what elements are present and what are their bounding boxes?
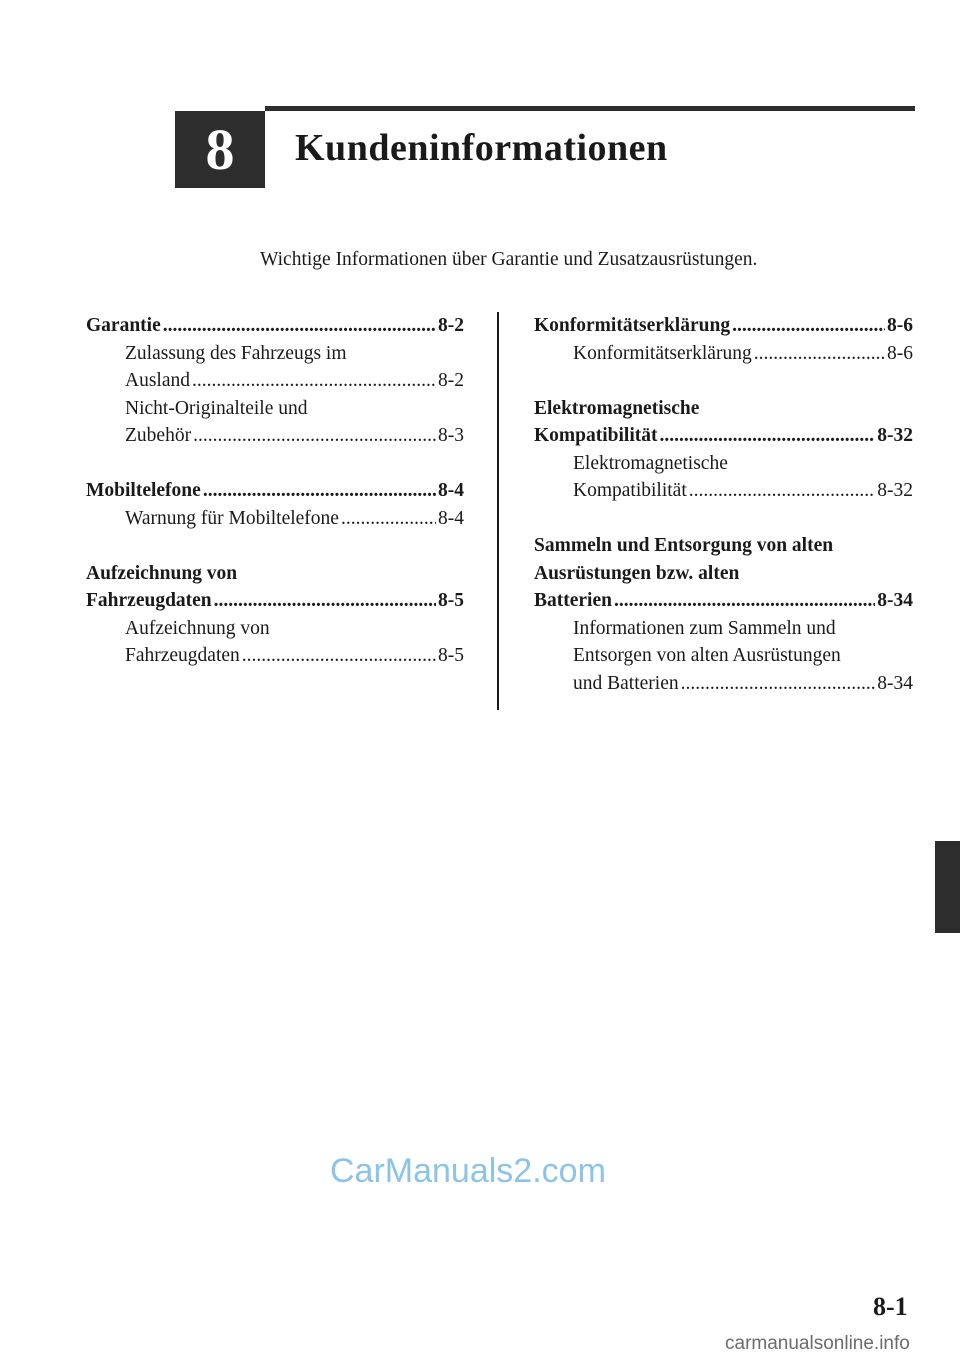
toc-group <box>534 312 913 367</box>
toc-entry-title: Garantie <box>86 315 161 336</box>
toc-group <box>86 477 464 532</box>
toc-entry-title: Kompatibilität <box>573 480 687 501</box>
toc-heading-line: Aufzeichnung von <box>86 562 238 584</box>
toc-leader-dots <box>732 312 885 340</box>
toc-entry-title: Konformitätserklärung <box>534 315 731 336</box>
toc-leader-dots <box>203 477 436 505</box>
toc-heading-entry[interactable] <box>534 312 913 340</box>
toc-page-ref: 8-32 <box>877 480 913 501</box>
column-divider <box>497 312 499 710</box>
toc-page-ref: 8-2 <box>438 370 464 391</box>
toc-leader-dots <box>660 422 876 450</box>
toc-entry-title: Konformitätserklärung <box>573 342 752 364</box>
toc-heading-line: Elektromagnetische <box>534 397 700 419</box>
toc-leader-dots <box>163 312 436 340</box>
watermark: CarManuals2.com <box>330 1152 606 1190</box>
toc-page-ref: 8-4 <box>438 507 464 529</box>
toc-leader-dots <box>192 367 436 395</box>
toc-entry-title: und Batterien <box>573 672 679 694</box>
chapter-number-box <box>175 111 265 188</box>
toc-subentry-block <box>86 505 464 533</box>
toc-subentry[interactable] <box>125 422 464 450</box>
toc-group <box>86 560 464 670</box>
chapter-subtitle: Wichtige Informationen über Garantie und Zusatzausrüstungen. <box>260 249 758 270</box>
toc-subentry-line: Aufzeichnung von <box>125 617 270 639</box>
toc-subentry[interactable] <box>573 340 913 368</box>
toc-entry-title: Batterien <box>534 590 612 611</box>
chapter-number: 8 <box>205 117 235 182</box>
toc-subentry-block <box>534 340 913 368</box>
toc-heading-entry[interactable] <box>86 587 464 615</box>
toc-entry-title: Mobiltelefone <box>86 480 201 501</box>
toc-right-column <box>534 312 913 725</box>
toc-subentry[interactable] <box>573 670 913 698</box>
toc-subentry-line: Nicht-Originalteile und <box>125 397 308 419</box>
toc-heading-entry[interactable] <box>86 312 464 340</box>
toc-leader-dots <box>341 505 436 533</box>
toc-leader-dots <box>754 340 885 368</box>
toc-page-ref: 8-32 <box>877 425 913 446</box>
toc-heading-entry[interactable] <box>534 422 913 450</box>
toc-heading-line: Ausrüstungen bzw. alten <box>534 562 740 584</box>
toc-subentry-block <box>86 395 464 450</box>
toc-group <box>534 532 913 697</box>
toc-subentry-block <box>86 340 464 395</box>
toc-page-ref: 8-34 <box>877 590 913 611</box>
toc-entry-title: Fahrzeugdaten <box>86 590 212 611</box>
chapter-side-tab <box>935 841 960 933</box>
toc-subentry[interactable] <box>125 367 464 395</box>
toc-subentry-block <box>534 450 913 505</box>
chapter-title: Kundeninformationen <box>295 127 668 169</box>
toc-subentry-line: Entsorgen von alten Ausrüstungen <box>573 645 841 666</box>
toc-left-column <box>86 312 464 697</box>
footer-watermark: carmanualsonline.info <box>725 1333 910 1354</box>
toc-subentry-line: Elektromagnetische <box>573 452 728 474</box>
toc-entry-title: Kompatibilität <box>534 425 658 446</box>
toc-page-ref: 8-5 <box>438 645 464 666</box>
toc-leader-dots <box>614 587 875 615</box>
toc-heading-entry[interactable] <box>534 587 913 615</box>
toc-subentry[interactable] <box>125 642 464 670</box>
toc-group <box>86 312 464 450</box>
toc-entry-title: Warnung für Mobiltelefone <box>125 507 339 529</box>
toc-leader-dots <box>689 477 876 505</box>
toc-page-ref: 8-6 <box>887 342 913 364</box>
toc-subentry-block <box>86 615 464 670</box>
title-rule <box>265 106 915 111</box>
toc-subentry-line: Zulassung des Fahrzeugs im <box>125 342 347 364</box>
toc-group <box>534 395 913 505</box>
toc-heading-line: Sammeln und Entsorgung von alten <box>534 535 834 556</box>
toc-subentry[interactable] <box>573 477 913 505</box>
toc-leader-dots <box>242 642 436 670</box>
toc-subentry-line: Informationen zum Sammeln und <box>573 617 836 639</box>
toc-entry-title: Ausland <box>125 370 190 391</box>
toc-page-ref: 8-3 <box>438 425 464 446</box>
toc-leader-dots <box>214 587 436 615</box>
toc-leader-dots <box>681 670 876 698</box>
toc-heading-entry[interactable] <box>86 477 464 505</box>
toc-subentry[interactable] <box>125 505 464 533</box>
toc-page-ref: 8-2 <box>438 315 464 336</box>
toc-page-ref: 8-6 <box>887 315 913 336</box>
page-number: 8-1 <box>873 1292 908 1321</box>
toc-page-ref: 8-4 <box>438 480 464 501</box>
toc-page-ref: 8-5 <box>438 590 464 611</box>
toc-leader-dots <box>193 422 436 450</box>
toc-page-ref: 8-34 <box>877 672 913 694</box>
toc-entry-title: Zubehör <box>125 425 192 446</box>
toc-subentry-block <box>534 615 913 698</box>
toc-entry-title: Fahrzeugdaten <box>125 645 240 666</box>
